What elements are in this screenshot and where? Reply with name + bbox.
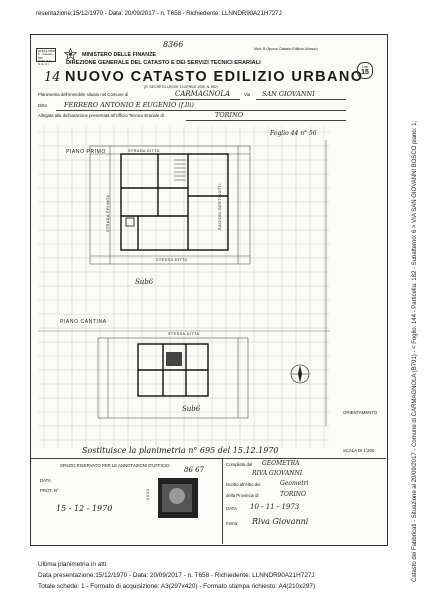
cellar-fill <box>166 352 182 366</box>
date-label: DATA <box>40 478 51 483</box>
field-label-comune: Planimetria dell'immobile situato nel Comune di <box>38 92 129 97</box>
field-label-ufficio: Allegata alla dichiarazione presentata all'Ufficio Tecnico Erariale di <box>38 113 164 118</box>
scale-label: SCALA DI 1:200 <box>343 448 375 453</box>
street-label: STESSA DITTA <box>168 332 200 336</box>
field-label-via: Via <box>244 92 251 97</box>
handwritten-title-number: 14 <box>44 70 61 85</box>
bottom-line-2: Data presentazione:15/12/1970 - Data: 20/09/2017 - n. T658 - Richiedente: LLNNDR90A21H727J <box>38 572 315 579</box>
model-box-line: F. - Catasto - 498 <box>38 52 55 60</box>
field-value-comune: CARMAGNOLA <box>175 90 231 98</box>
street-label: STESSA DITTA <box>156 258 188 262</box>
footer-separator <box>30 458 386 459</box>
replacement-annotation: Sostituisce la planimetria n° 695 del 15.12.1970 <box>82 446 279 455</box>
underline <box>170 99 240 100</box>
field-label-ditta: Ditta <box>38 103 47 108</box>
signature: Riva Giovanni <box>252 517 309 526</box>
foglio-label: Foglio 44 n° 56 <box>270 130 317 137</box>
header-line: resentazione:15/12/1970 - Data: 20/09/2017 - n. T658 - Richiedente: LLNNDR90A21H727J <box>36 10 282 17</box>
vertical-street-label: RAGIONI BERTINOTTI <box>218 183 222 230</box>
republic-emblem-icon <box>64 48 77 60</box>
model-box <box>36 48 56 67</box>
piano-primo-label: PIANO PRIMO <box>66 149 106 155</box>
wc-box <box>126 218 134 226</box>
model-box-line: MOD. B (C. N. E. U.) <box>38 58 53 67</box>
sub-number: Sub6 <box>135 278 154 286</box>
model-note: Mod. B (Nuovo Catasto Edilizio Urbano) <box>254 47 318 51</box>
orientation-label: ORIENTAMENTO <box>343 410 378 415</box>
underline <box>256 99 346 100</box>
fee-label: Lire <box>362 65 368 69</box>
field-value-ufficio: TORINO <box>215 111 244 119</box>
piano-cantina-label: PIANO CANTINA <box>60 319 107 325</box>
provincia-value: TORINO <box>280 491 306 498</box>
iscritto-label: Iscritto all'Albo dei <box>226 482 261 487</box>
field-value-via: SAN GIOVANNI <box>262 90 315 98</box>
sub-number: Sub6 <box>182 405 201 413</box>
street-label: STRADA DITTA <box>128 149 160 153</box>
signature-label: Firma: <box>226 521 239 526</box>
surveyor-name: RIVA GIOVANNI <box>252 470 303 477</box>
compilata-value: GEOMETRA <box>262 460 300 467</box>
model-box-line: MODULARIO <box>38 49 55 53</box>
document-title: NUOVO CATASTO EDILIZIO URBANO <box>65 69 364 85</box>
plan-grid <box>38 126 330 448</box>
data-row-value: 10 - 11 - 1973 <box>250 503 300 511</box>
sidebar-text: Catasto dei Fabbricati - Situazione al 20/09/2017 - Comune di CARMAGNOLA (B791) - < Foglio: 144 - Particella: 182 - Subalterno: 6 > VIA SAN GIOVANNI BOSCO piano: 1; <box>412 120 418 582</box>
cadastral-sidebar <box>412 120 420 582</box>
handwritten-date: 15 - 12 - 1970 <box>56 504 113 513</box>
protocol-label: PROT. N° <box>40 488 59 493</box>
compass-icon <box>291 365 309 383</box>
provincia-label: della Provincia di <box>226 493 259 498</box>
directorate-name: DIREZIONE GENERALE DEL CATASTO E DEI SERVIZI TECNICI ERARIALI <box>66 60 261 66</box>
field-value-ditta: FERRERO ANTONIO E EUGENIO (f.lli) <box>64 101 194 109</box>
decree-note: (R. DECRETO-LEGGE 13 APRILE 1939, N. 652) <box>144 85 218 89</box>
bottom-line-3: Totale schede: 1 - Formato di acquisizione: A3(297x420) - Formato stampa richiesto: A4(210x297) <box>38 583 316 590</box>
handwritten-number: 8366 <box>163 40 184 49</box>
bottom-line-1: Ultima planimetria in atti <box>38 561 107 568</box>
floor-plan-drawing <box>38 126 330 448</box>
ministry-name: MINISTERO DELLE FINANZE <box>82 52 156 58</box>
fee-value: 15 <box>361 69 369 76</box>
underline <box>186 120 346 121</box>
stamp-number: 5 6 3 5 <box>146 489 150 500</box>
cellar-outline <box>98 338 248 418</box>
iscritto-value: Geometri <box>280 480 309 487</box>
data-row-label: DATA <box>226 506 237 511</box>
annotations-title: SPAZIO RISERVATO PER LE ANNOTAZIONI D'UFFICIO <box>60 463 170 468</box>
fee-stamp <box>357 62 373 79</box>
footer-divider <box>222 458 223 544</box>
top-stamp: 86 67 <box>184 466 205 474</box>
official-stamp-icon <box>150 474 204 524</box>
underline <box>56 110 346 111</box>
compilata-label: Compilata dal <box>226 462 253 467</box>
cellar-walls <box>138 344 208 396</box>
vertical-street-label: STRADA PRIVATA <box>106 194 110 232</box>
